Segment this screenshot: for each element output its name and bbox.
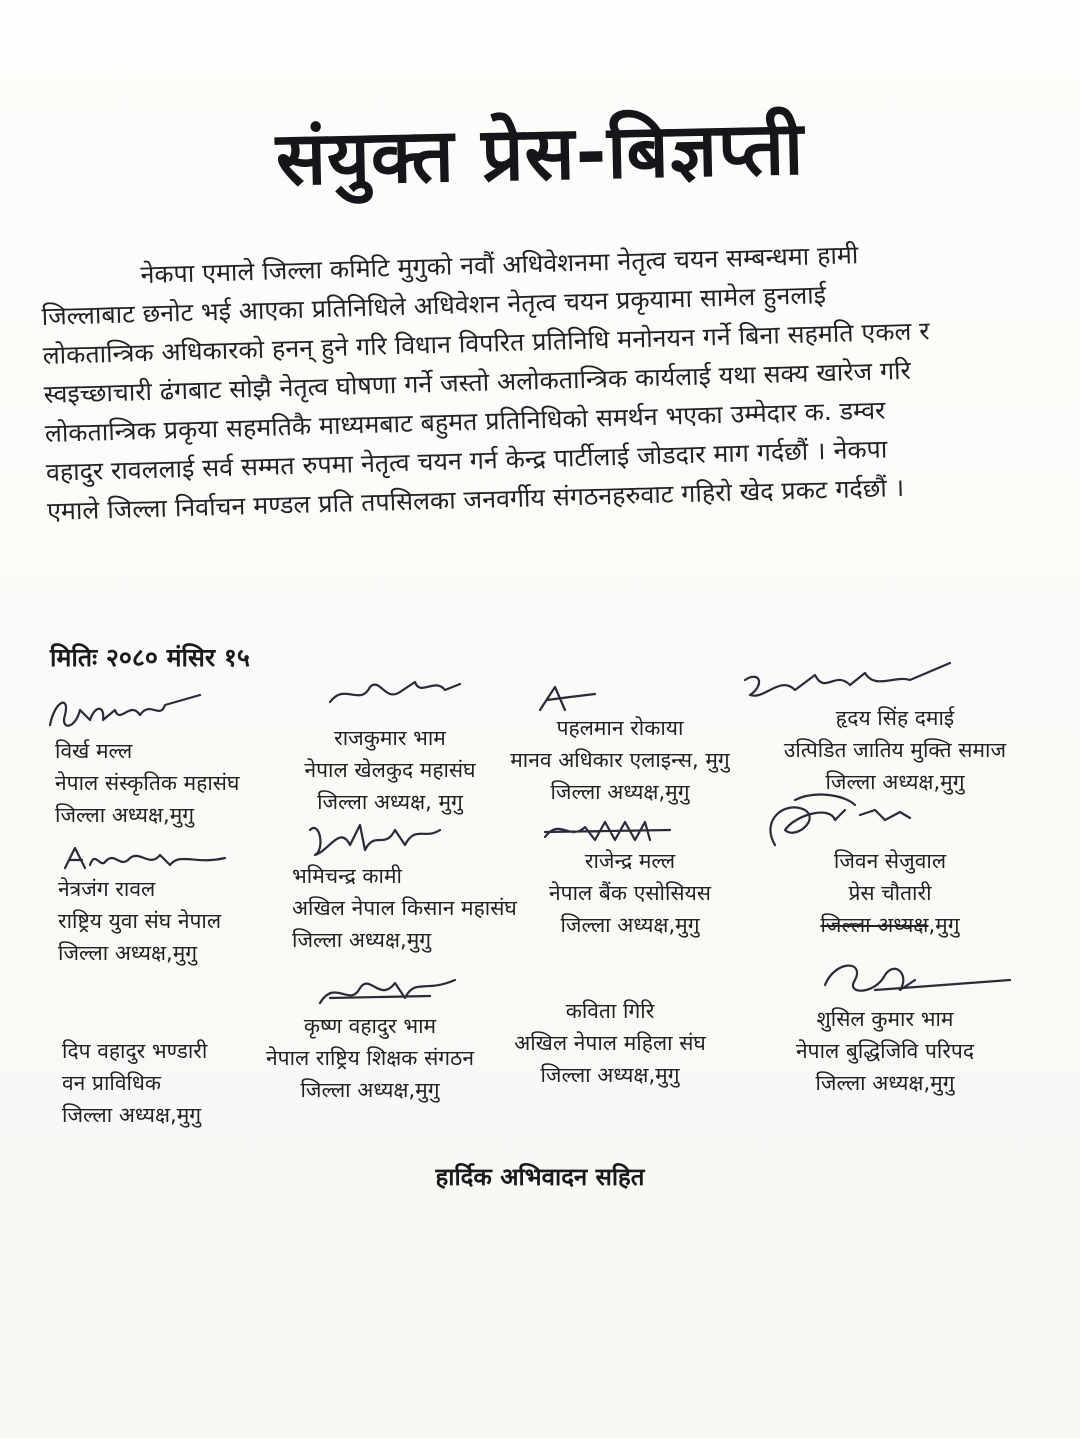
- signatory-name: राजकुमार भाम: [334, 726, 446, 750]
- signatory-name: हृदय सिंह दमाई: [835, 706, 955, 730]
- body-line: लोकतान्त्रिक अधिकारको हनन् हुने गरि विधान विपरित प्रतिनिधि मनोनयन गर्ने बिना सहमति एकल र: [42, 316, 930, 370]
- body-line: एमाले जिल्ला निर्वाचन मण्डल प्रति तपसिलका जनवर्गीय संगठनहरुवाट गहिरो खेद प्रकट गर्दछौं ।: [46, 472, 905, 526]
- signatory-name: कृष्ण वहादुर भाम: [303, 1014, 437, 1038]
- signatory-name: शुसिल कुमार भाम: [816, 1007, 954, 1031]
- signatory-block: [540, 845, 720, 941]
- signatory-block: [58, 873, 221, 969]
- signatory-position: जिल्ला अध्यक्ष,मुगु: [560, 913, 700, 937]
- signatory-name: पहलमान रोकाया: [556, 716, 684, 740]
- body-line: वहादुर रावललाई सर्व सम्मत रुपमा नेतृत्व चयन गर्न केन्द्र पार्टीलाई जोडदार माग गर्दछौं । नेकपा: [45, 434, 888, 487]
- signatory-position-suffix: ,मुगु: [928, 913, 960, 937]
- signature-scribble: [815, 955, 1015, 1005]
- body-line: नेकपा एमाले जिल्ला कमिटि मुगुको नवौं अधिवेशनमा नेतृत्व चयन सम्बन्धमा हामी: [140, 240, 859, 290]
- signature-scribble: [45, 690, 205, 740]
- signatory-organization: अखिल नेपाल महिला संघ: [514, 1031, 706, 1055]
- signature-scribble: [735, 790, 915, 850]
- signature-scribble: [305, 815, 445, 865]
- signatory-organization: अखिल नेपाल किसान महासंघ: [292, 896, 517, 920]
- signatory-position: [800, 909, 980, 941]
- signatory-position: जिल्ला अध्यक्ष,मुगु: [815, 1071, 955, 1095]
- signature-scribble: [325, 672, 465, 717]
- signature-scribble: [540, 812, 680, 847]
- signatory-organization: राष्ट्रिय युवा संघ नेपाल: [58, 909, 222, 933]
- signatory-organization: नेपाल खेलकुद महासंघ: [304, 758, 476, 782]
- signatory-block: [800, 845, 980, 941]
- signatory-name: दिप वहादुर भण्डारी: [62, 1039, 208, 1063]
- signatory-name: राजेन्द्र मल्ल: [584, 849, 676, 873]
- body-paragraph: [40, 230, 1047, 531]
- signatory-block: [500, 995, 720, 1091]
- signatory-block: [62, 1035, 207, 1131]
- signatory-position-struck: जिल्ला अध्यक्ष: [820, 913, 929, 937]
- signatory-organization: मानव अधिकार एलाइन्स, मुगु: [510, 748, 730, 772]
- signatory-position: जिल्ला अध्यक्ष,मुगु: [550, 780, 690, 804]
- signatory-name: कविता गिरि: [565, 999, 655, 1023]
- signatory-position: जिल्ला अध्यक्ष, मुगु: [317, 790, 463, 814]
- document-title: संयुक्त प्रेस-बिज्ञप्ती: [275, 105, 806, 203]
- signatory-name: भमिचन्द्र कामी: [292, 864, 402, 888]
- signatory-block: [55, 735, 239, 831]
- signatory-position: जिल्ला अध्यक्ष,मुगु: [540, 1063, 680, 1087]
- signatory-position: जिल्ला अध्यक्ष,मुगु: [58, 941, 198, 965]
- signatory-organization: नेपाल राष्ट्रिय शिक्षक संगठन: [266, 1046, 474, 1070]
- signatory-position: जिल्ला अध्यक्ष,मुगु: [300, 1078, 440, 1102]
- signatory-block: [295, 722, 485, 818]
- signatory-organization: प्रेस चौतारी: [848, 881, 932, 905]
- signatory-organization: नेपाल बैंक एसोसियस: [549, 881, 711, 905]
- signatory-name: जिवन सेजुवाल: [833, 849, 947, 873]
- body-line: स्वइच्छाचारी ढंगबाट सोझै नेतृत्व घोषणा गर्ने जस्तो अलोकतान्त्रिक कार्यलाई यथा सक्य खारेज गरि: [43, 355, 912, 409]
- signatory-organization: उत्पिडित जातिय मुक्ति समाज: [783, 738, 1007, 762]
- closing-remark: हार्दिक अभिवादन सहित: [435, 1163, 645, 1191]
- signatory-position: जिल्ला अध्यक्ष,मुगु: [55, 803, 195, 827]
- signatory-position: जिल्ला अध्यक्ष,मुगु: [825, 770, 965, 794]
- signatory-position: जिल्ला अध्यक्ष,मुगु: [62, 1103, 202, 1127]
- body-line: जिल्लाबाट छनोट भई आएका प्रतिनिधिले अधिवेशन नेतृत्व चयन प्रकृयामा सामेल हुनलाई: [41, 280, 827, 331]
- signatory-block: [500, 712, 740, 808]
- signatory-organization: वन प्राविधिक: [62, 1071, 161, 1095]
- signatory-block: [745, 702, 1045, 798]
- signatory-block: [245, 1010, 495, 1106]
- signatory-block: [780, 1003, 990, 1099]
- body-line: लोकतान्त्रिक प्रकृया सहमतिकै माध्यमबाट बहुमत प्रतिनिधिको समर्थन भएका उम्मेदार क. डम्वर: [44, 395, 886, 448]
- signatory-block: [292, 860, 517, 956]
- signatory-organization: नेपाल संस्कृतिक महासंघ: [55, 771, 240, 795]
- signatory-organization: नेपाल बुद्धिजिवि परिपद: [796, 1039, 974, 1063]
- document-date: मितिः २०८० मंसिर १५: [50, 643, 250, 672]
- signatory-name: विर्ख मल्ल: [55, 739, 133, 763]
- signatory-position: जिल्ला अध्यक्ष,मुगु: [292, 928, 432, 952]
- signature-scribble: [60, 840, 230, 875]
- signatory-name: नेत्रजंग रावल: [58, 877, 156, 901]
